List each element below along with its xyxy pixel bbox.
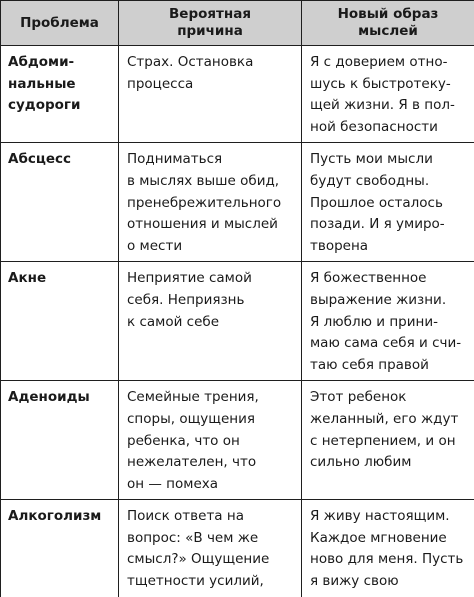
header-pattern-label: Новый образ мыслей bbox=[302, 4, 474, 42]
problem-text: Алкоголизм bbox=[1, 500, 118, 532]
problem-text: Абдоми- нальные судороги bbox=[1, 46, 118, 121]
header-pattern bbox=[302, 1, 474, 46]
cause-text: Семейные трения, споры, ощущения ребенка, что он нежелателен, что он — помеха bbox=[119, 381, 301, 499]
pattern-cell bbox=[302, 262, 474, 381]
pattern-cell bbox=[302, 46, 474, 143]
header-problem-label: Проблема bbox=[1, 13, 118, 34]
table-row bbox=[1, 381, 474, 500]
header-cause bbox=[119, 1, 302, 46]
cause-text: Страх. Остановка процесса bbox=[119, 46, 301, 99]
cause-cell bbox=[119, 143, 302, 262]
cause-text: Неприятие самой себя. Неприязнь к самой себе bbox=[119, 262, 301, 337]
pattern-cell bbox=[302, 143, 474, 262]
cause-cell bbox=[119, 46, 302, 143]
table-header-row bbox=[1, 1, 474, 46]
cause-cell bbox=[119, 500, 302, 597]
cause-text: Поиск ответа на вопрос: «В чем же смысл?» Ощущение тщетности усилий, bbox=[119, 500, 301, 596]
cause-text: Подниматься в мыслях выше обид, пренебрежительного отношения и мыслей о мести bbox=[119, 143, 301, 261]
pattern-cell bbox=[302, 500, 474, 597]
problem-text: Акне bbox=[1, 262, 118, 294]
problem-cell bbox=[1, 46, 119, 143]
problem-text: Аденоиды bbox=[1, 381, 118, 413]
problem-cell bbox=[1, 381, 119, 500]
problem-cell bbox=[1, 262, 119, 381]
cause-cell bbox=[119, 381, 302, 500]
table-row bbox=[1, 262, 474, 381]
pattern-text: Этот ребенок желанный, его ждут с нетерпением, и он сильно любим bbox=[302, 381, 474, 477]
problem-text: Абсцесс bbox=[1, 143, 118, 175]
pattern-text: Я с доверием отно- шусь к быстротеку- щей жизни. Я в пол- ной безопасности bbox=[302, 46, 474, 142]
pattern-text: Я божественное выражение жизни. Я люблю и прини- маю сама себя и счи- таю себя правой bbox=[302, 262, 474, 380]
table-row bbox=[1, 46, 474, 143]
pattern-text: Я живу настоящим. Каждое мгновение ново для меня. Пусть я вижу свою bbox=[302, 500, 474, 596]
table-row bbox=[1, 500, 474, 597]
pattern-text: Пусть мои мысли будут свободны. Прошлое осталось позади. И я умиро- творена bbox=[302, 143, 474, 261]
cause-cell bbox=[119, 262, 302, 381]
header-cause-label: Вероятная причина bbox=[119, 4, 301, 42]
problem-cell bbox=[1, 143, 119, 262]
header-problem bbox=[1, 1, 119, 46]
problem-cell bbox=[1, 500, 119, 597]
pattern-cell bbox=[302, 381, 474, 500]
table-row bbox=[1, 143, 474, 262]
